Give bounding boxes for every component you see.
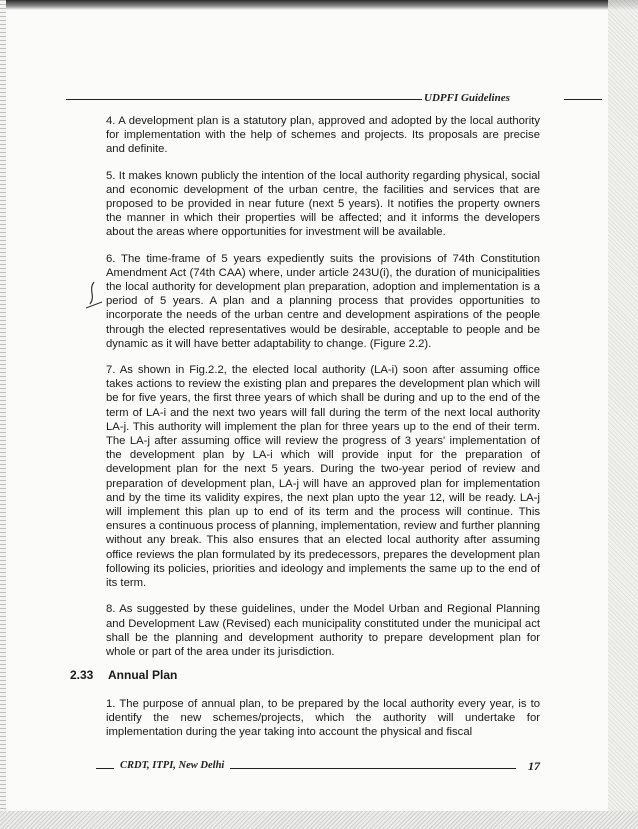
handwritten-margin-mark-icon [82, 280, 106, 316]
scan-bottom-edge [0, 811, 638, 829]
section-title: Annual Plan [108, 668, 178, 682]
paragraph-8: 8. As suggested by these guidelines, under the Model Urban and Regional Planning and Development Law (Revised) each municipality constituted under the municipal act shall be the planning and development authority to prepare development plan for whole or part of the area under its jurisdiction. [106, 603, 540, 658]
scan-top-edge [0, 0, 638, 10]
footer-rule-right [230, 768, 516, 769]
page-number: 17 [528, 759, 540, 773]
paragraph-4: 4. A development plan is a statutory plan, approved and adopted by the local authority for implementation with the help of schemes and projects. Its proposals are precise and definite. [106, 115, 540, 156]
footer-text: CRDT, ITPI, New Delhi [120, 760, 225, 771]
paragraph-5: 5. It makes known publicly the intention of the local authority regarding physical, social and economic development of the urban centre, the facilities and services that are proposed to be provided in near future (next 5 years). It notifies the property owners the manner in which their properties will be affected; and it informs the developers about the areas where opportunities for investment will be available. [106, 169, 540, 239]
header-title: UDPFI Guidelines [424, 92, 510, 104]
header-rule-left [66, 99, 422, 100]
section-body [106, 697, 540, 752]
page-footer [96, 760, 540, 774]
body-text [106, 114, 540, 671]
page-header [66, 92, 536, 106]
paragraph-6: 6. The time-frame of 5 years expediently suits the provisions of 74th Constitution Amendment Act (74th CAA) where, under article 243U(i), the duration of municipalities the local authority for development plan preparation, adoption and implementation is a period of 5 years. A plan and a planning process that provides opportunities to incorporate the needs of the urban centre and development aspirations of the people through the elected representatives would be desirable, acceptable to people and be dynamic as it will have better adaptability to change. (Figure 2.2). [106, 252, 540, 350]
header-rule-right [564, 99, 602, 100]
scan-left-edge [0, 0, 6, 829]
paragraph-7: 7. As shown in Fig.2.2, the elected local authority (LA-i) soon after assuming office takes actions to review the existing plan and prepares the development plan which will be for five years, the first three years of which shall be during and up to the end of the term of LA-i and the next two years will fall during the term of the next local authority LA-j. This authority will implement the plan for three years up to the end of their term. The LA-j after assuming office will review the progress of 3 years' implementation of the development plan by LA-i which will provide input for the preparation of development plan for the next 5 years. During the two-year period of review and preparation of development plan, LA-j will have an approved plan for implementation and by the time its validity expires, the next plan upto the year 12, will be ready. LA-j will implement this plan up to end of its term and the process will continue. This ensures a continuous process of planning, implementation, review and further planning without any break. This also ensures that an elected local authority after assuming office reviews the plan formulated by its predecessors, prepares the development plan following its policies, priorities and ideology and implements the same up to the end of its term. [106, 364, 540, 590]
scan-right-edge [608, 0, 638, 829]
footer-rule-left [96, 768, 114, 769]
section-number: 2.33 [70, 668, 94, 682]
section-paragraph-1: 1. The purpose of annual plan, to be prepared by the local authority every year, is to identify the new schemes/projects, which the authority will undertake for implementation during the year taking into account the physical and fiscal [106, 698, 540, 739]
